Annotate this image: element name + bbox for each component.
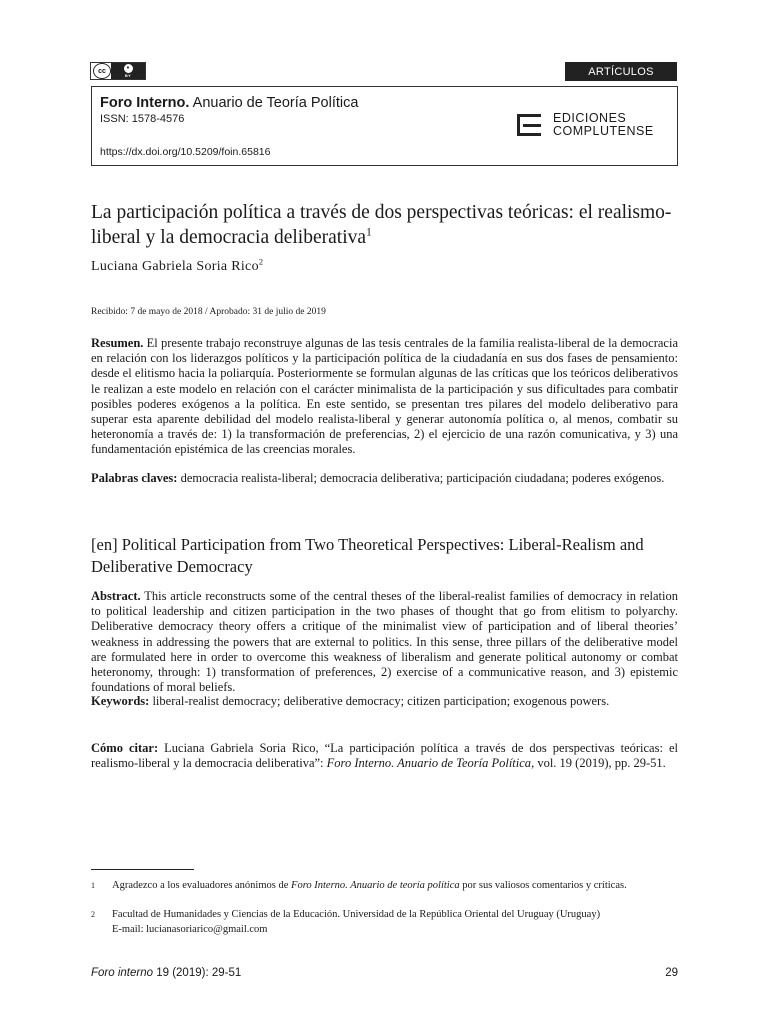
section-tag: ARTÍCULOS (565, 62, 677, 81)
abstract-es-text: El presente trabajo reconstruye algunas de las tesis centrales de la familia realista-liberal de la democracia en relación con los liderazgos políticos y la participación política de la ciudadanía en sus dos fases de pensamiento: desde el elitismo hacia la poliarquía. Posteriormente se formulan algunas de las críticas que los teóricos deliberativos le realizan a este modelo en relación con el carácter minimalista de la participación y sus dificultades para combatir posibles poderes exógenos a la política. En este sentido, se presentan tres pilares del modelo deliberativo para superar esta aparente debilidad del modelo realista-liberal y generar autonomía política o, al menos, combatir su heteronomía a través de: 1) la transformación de preferencias, 2) el ejercicio de una razón comunicativa, y 3) una fundamentación epistémica de las creencias morales. (91, 336, 678, 457)
keywords-en-label: Keywords: (91, 694, 150, 708)
footnote-2-text (112, 908, 679, 937)
journal-header-box (91, 86, 678, 166)
footnote-1-journal: Foro Interno. Anuario de teoría política (291, 880, 460, 891)
journal-name: Foro Interno. (100, 95, 190, 111)
keywords-es (91, 471, 678, 486)
footer-journal: Foro interno (91, 967, 154, 979)
cite-text-before: Luciana Gabriela Soria Rico, “La participación política a través de dos perspectivas teóricas: el realismo-liberal y la democracia deliberativa”: (91, 741, 678, 771)
publisher-line-1: EDICIONES (553, 111, 627, 125)
title-footnote-ref[interactable]: 1 (366, 225, 372, 239)
abstract-es-label: Resumen. (91, 336, 144, 350)
footnote-1 (91, 879, 679, 894)
footnote-2-affiliation: Facultad de Humanidades y Ciencias de la Educación. Universidad de la República Oriental del Uruguay (Uruguay) (112, 909, 601, 920)
keywords-es-text: democracia realista-liberal; democracia deliberativa; participación ciudadana; poderes exógenos. (177, 471, 665, 485)
abstract-en-label: Abstract. (91, 589, 141, 603)
article-title (91, 200, 681, 250)
abstract-en-text: This article reconstructs some of the central theses of the liberal-realist families of democracy in relation to political leadership and citizen participation in the two phases of thought that go from elitism to polyarchy. Deliberative democracy theory offers a critique of the minimalist view of participation and of liberal theories’ weakness in addressing the powers that are external to politics. In this sense, three pillars of the deliberative model are formulated here in order to overcome this weakness of liberalism and generate political autonomy or combat heteronomy, through: 1) transformation of preferences, 2) exercise of a communicative reason, and 3) epistemic foundations of moral beliefs. (91, 589, 678, 695)
footnote-1-after: por sus valiosos comentarios y críticas. (459, 880, 627, 891)
publisher (517, 112, 654, 138)
keywords-es-label: Palabras claves: (91, 471, 178, 485)
english-title: [en] Political Participation from Two Theoretical Perspectives: Liberal-Realism and Deliberative Democracy (91, 535, 644, 576)
issn: ISSN: 1578-4576 (100, 113, 185, 125)
cite-journal: Foro Interno. Anuario de Teoría Política (326, 756, 532, 771)
how-to-cite (91, 741, 678, 771)
footer-issue: 19 (2019): 29-51 (153, 967, 242, 979)
publisher-name (553, 112, 654, 138)
author-name: Luciana Gabriela Soria Rico (91, 259, 259, 274)
cc-by-license-icon (90, 62, 146, 80)
doi-link[interactable]: https://dx.doi.org/10.5209/foin.65816 (100, 146, 271, 158)
footnote-1-text (112, 879, 679, 894)
keywords-en-text: liberal-realist democracy; deliberative democracy; citizen participation; exogenous powers. (149, 694, 610, 708)
received-approved-dates: Recibido: 7 de mayo de 2018 / Aprobado: 31 de julio de 2019 (91, 307, 326, 317)
person-icon: • (124, 64, 133, 73)
abstract-es (91, 336, 678, 458)
footer-citation (91, 967, 241, 979)
author (91, 259, 263, 275)
footnote-1-before: Agradezco a los evaluadores anónimos de (112, 880, 292, 891)
by-icon (111, 63, 145, 79)
by-label: BY (124, 73, 132, 78)
journal-title (100, 95, 358, 111)
article-title-text: La participación política a través de dos perspectivas teóricas: el realismo-liberal y la democracia deliberativa (91, 202, 672, 248)
journal-subtitle: Anuario de Teoría Política (189, 95, 359, 111)
footnote-2 (91, 908, 679, 937)
ediciones-complutense-logo-icon (517, 114, 541, 136)
footnote-divider (91, 869, 194, 870)
cite-text-after: , vol. 19 (2019), pp. 29-51. (531, 756, 666, 771)
page-number: 29 (665, 967, 678, 979)
publisher-line-2: COMPLUTENSE (553, 124, 654, 138)
cc-icon: cc (93, 63, 111, 79)
cite-label: Cómo citar: (91, 741, 159, 755)
footnote-2-number: 2 (91, 910, 95, 919)
author-footnote-ref[interactable]: 2 (258, 257, 264, 267)
footnote-2-email[interactable]: E-mail: lucianasoriarico@gmail.com (112, 923, 268, 935)
footnote-1-number: 1 (91, 881, 95, 890)
abstract-en (91, 589, 678, 695)
keywords-en (91, 694, 678, 709)
